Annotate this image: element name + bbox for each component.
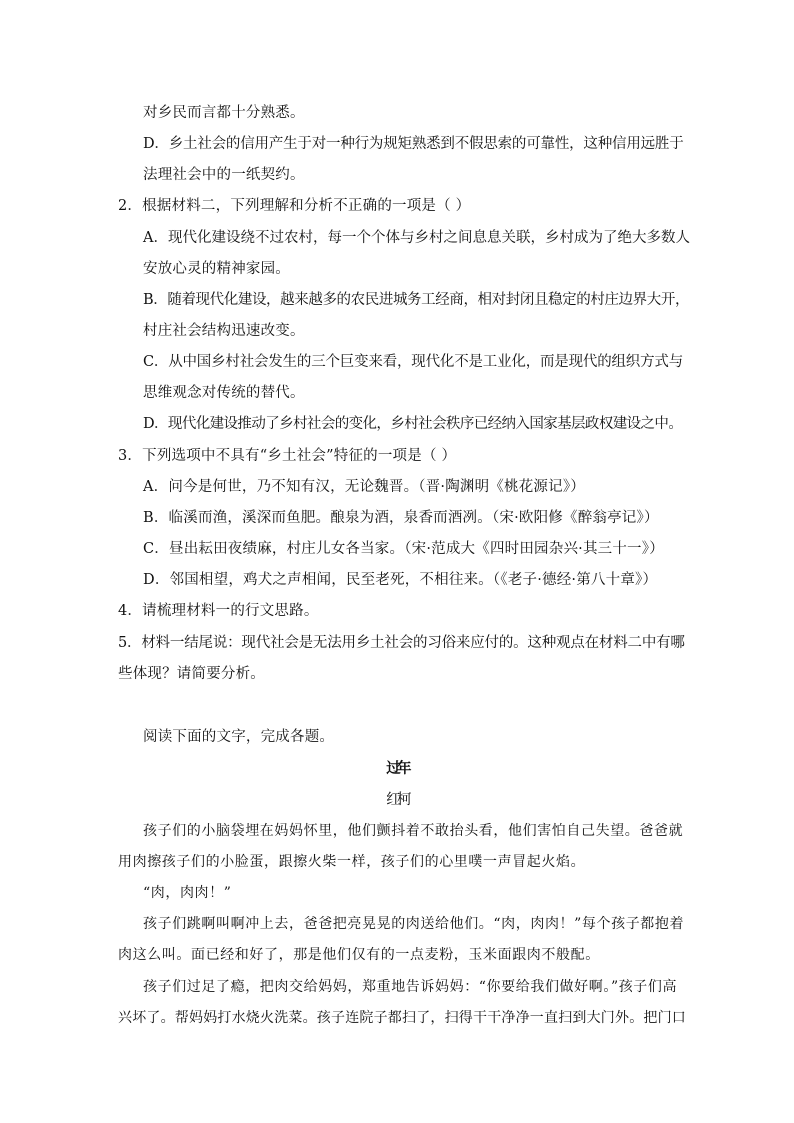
q3-option-c: C．昼出耘田夜绩麻，村庄儿女各当家。（宋·范成大《四时田园杂兴·其三十一》） (143, 541, 664, 557)
story-title: 过年 (386, 760, 408, 777)
q1-option-c-continuation: 对乡民而言都十分熟悉。 (143, 105, 305, 121)
story-paragraph-4-line1: 孩子们过足了瘾，把肉交给妈妈，郑重地告诉妈妈：“你要给我们做好啊。”孩子们高 (143, 979, 678, 995)
q2-option-b-line1: B．随着现代化建设，越来越多的农民进城务工经商，相对封闭且稳定的村庄边界大开， (143, 292, 690, 308)
story-paragraph-3-line2: 肉这么叫。面已经和好了，那是他们仅有的一点麦粉，玉米面跟肉不般配。 (118, 947, 600, 963)
story-paragraph-4-line2: 兴坏了。帮妈妈打水烧火洗菜。孩子连院子都扫了，扫得干干净净一直扫到大门外。把门口 (118, 1010, 686, 1026)
q2-option-a-line2: 安放心灵的精神家园。 (143, 261, 290, 277)
q5-stem-line1: 5．材料一结尾说：现代社会是无法用乡土社会的习俗来应付的。这种观点在材料二中有哪 (118, 635, 685, 651)
story-author: 红柯 (386, 792, 408, 808)
story-paragraph-2: “肉，肉肉！” (143, 885, 232, 901)
q3-option-d: D．邻国相望，鸡犬之声相闻，民至老死，不相往来。（《老子·德经·第八十章》） (143, 572, 658, 588)
q1-option-d-line2: 法理社会中的一纸契约。 (143, 167, 305, 183)
q3-stem: 3．下列选项中不具有“乡土社会”特征的一项是（ ） (118, 448, 457, 464)
reading-instruction: 阅读下面的文字，完成各题。 (143, 729, 335, 745)
q4-stem: 4．请梳理材料一的行文思路。 (118, 603, 319, 619)
q2-option-d-line1: D．现代化建设推动了乡村社会的变化，乡村社会秩序已经纳入国家基层政权建设之中。 (143, 416, 683, 432)
q2-option-c-line1: C．从中国乡村社会发生的三个巨变来看，现代化不是工业化，而是现代的组织方式与 (143, 354, 683, 370)
q5-stem-line2: 些体现？请简要分析。 (118, 666, 265, 682)
q2-option-c-line2: 思维观念对传统的替代。 (143, 385, 305, 401)
q1-option-d-line1: D．乡土社会的信用产生于对一种行为规矩熟悉到不假思索的可靠性，这种信用远胜于 (143, 136, 684, 152)
story-paragraph-1-line1: 孩子们的小脑袋埋在妈妈怀里，他们颤抖着不敢抬头看，他们害怕自己失望。爸爸就 (143, 823, 684, 839)
q2-option-b-line2: 村庄社会结构迅速改变。 (143, 323, 305, 339)
q2-stem: 2．根据材料二，下列理解和分析不正确的一项是（ ） (118, 198, 471, 214)
q2-option-a-line1: A．现代化建设绕不过农村，每一个个体与乡村之间息息关联，乡村成为了绝大多数人 (143, 230, 690, 246)
story-paragraph-3-line1: 孩子们跳啊叫啊冲上去，爸爸把亮晃晃的肉送给他们。“肉，肉肉！”每个孩子都抱着 (143, 916, 685, 932)
q3-option-b: B．临溪而渔，溪深而鱼肥。酿泉为酒，泉香而酒冽。（宋·欧阳修《醉翁亭记》） (143, 510, 659, 526)
story-paragraph-1-line2: 用肉擦孩子们的小脸蛋，跟擦火柴一样，孩子们的心里噗一声冒起火焰。 (118, 854, 586, 870)
q3-option-a: A．问今是何世，乃不知有汉，无论魏晋。（晋·陶渊明《桃花源记》） (143, 479, 585, 495)
